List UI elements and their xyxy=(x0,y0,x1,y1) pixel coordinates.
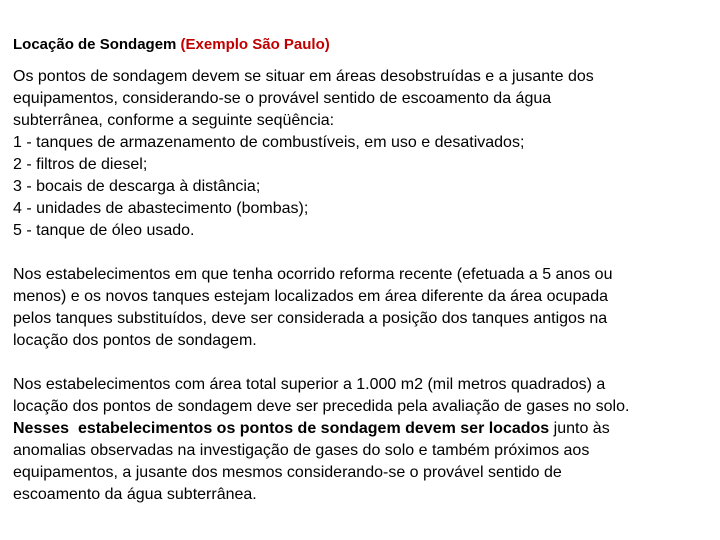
slide-title xyxy=(13,34,713,56)
paragraph-line: Nos estabelecimentos em que tenha ocorrido reforma recente (efetuada a 5 anos ou xyxy=(13,266,613,283)
paragraph-line: locação dos pontos de sondagem. xyxy=(13,332,257,349)
sequence-item-1: 1 - tanques de armazenamento de combustíveis, em uso e desativados; xyxy=(13,134,525,151)
slide-title-main: Locação de Sondagem xyxy=(13,36,177,53)
paragraph-line: Nos estabelecimentos com área total superior a 1.000 m2 (mil metros quadrados) a xyxy=(13,376,606,393)
sequence-item-4: 4 - unidades de abastecimento (bombas); xyxy=(13,200,309,217)
paragraph-renovation xyxy=(13,264,713,352)
paragraph-line-tail: junto às xyxy=(549,420,610,437)
bold-emphasis: Nesses estabelecimentos os pontos de sondagem devem ser locados xyxy=(13,420,550,437)
paragraph-line: menos) e os novos tanques estejam localizados em área diferente da área ocupada xyxy=(13,288,609,305)
paragraph-line: pelos tanques substituídos, deve ser considerada a posição dos tanques antigos na xyxy=(13,310,608,327)
paragraph-sampling-sequence xyxy=(13,66,713,242)
slide-title-accent: (Exemplo São Paulo) xyxy=(180,36,330,53)
paragraph-line: equipamentos, considerando-se o provável sentido de escoamento da água xyxy=(13,90,552,107)
sequence-item-5: 5 - tanque de óleo usado. xyxy=(13,222,195,239)
paragraph-line: escoamento da água subterrânea. xyxy=(13,486,257,503)
paragraph-line: subterrânea, conforme a seguinte seqüência: xyxy=(13,112,335,129)
paragraph-gap xyxy=(13,242,713,264)
sequence-item-3: 3 - bocais de descarga à distância; xyxy=(13,178,261,195)
paragraph-line: Os pontos de sondagem devem se situar em áreas desobstruídas e a jusante dos xyxy=(13,68,594,85)
paragraph-line: anomalias observadas na investigação de gases do solo e também próximos aos xyxy=(13,442,590,459)
paragraph-line: locação dos pontos de sondagem deve ser precedida pela avaliação de gases no solo. xyxy=(13,398,630,415)
paragraph-line: equipamentos, a jusante dos mesmos considerando-se o provável sentido de xyxy=(13,464,562,481)
sequence-item-2: 2 - filtros de diesel; xyxy=(13,156,148,173)
paragraph-large-area xyxy=(13,374,713,506)
paragraph-line-mixed xyxy=(13,418,713,440)
slide-content xyxy=(13,34,713,506)
paragraph-gap xyxy=(13,352,713,374)
